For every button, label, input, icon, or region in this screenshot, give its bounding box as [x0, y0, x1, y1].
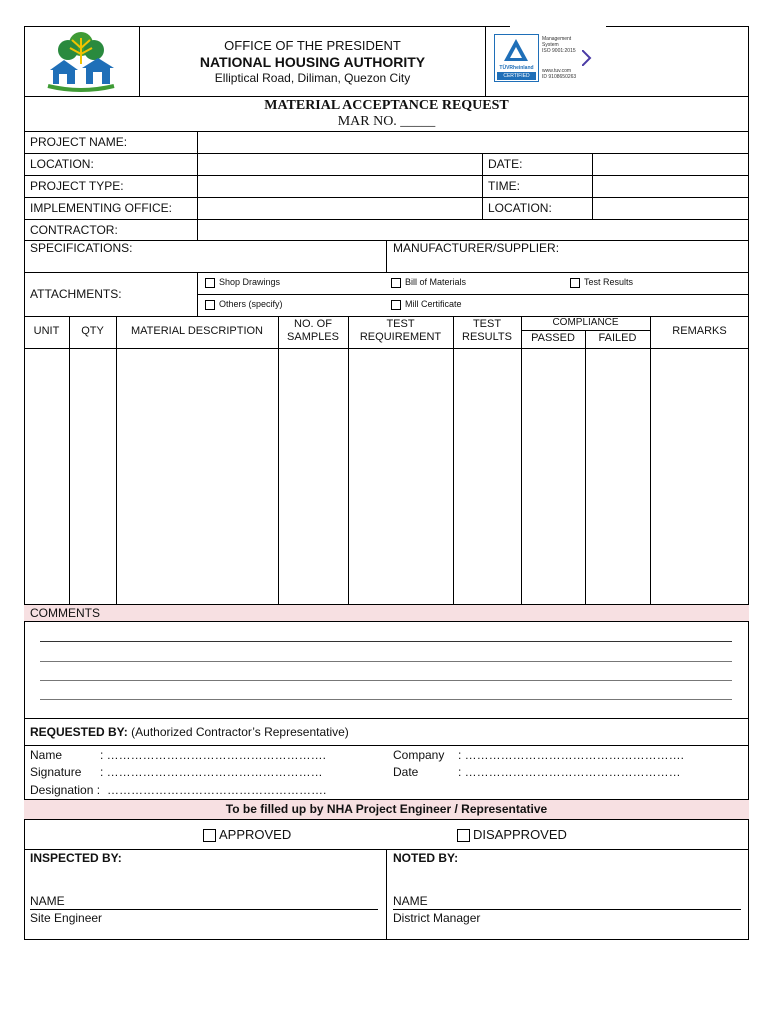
office-title: OFFICE OF THE PRESIDENT [224, 38, 401, 53]
mar-number: MAR NO. _____ [337, 114, 436, 129]
tuv-arrow-icon [582, 50, 592, 66]
implementing-office-label: IMPLEMENTING OFFICE: [30, 201, 173, 215]
checkbox-icon[interactable] [205, 278, 215, 288]
attachments-label: ATTACHMENTS: [30, 287, 122, 301]
comments-header [24, 604, 749, 622]
nha-banner-text: To be filled up by NHA Project Engineer / Representative [225, 802, 548, 816]
checkbox-icon[interactable] [457, 829, 470, 842]
checkbox-icon[interactable] [391, 300, 401, 310]
noter-signature-line[interactable] [393, 909, 741, 910]
attachment-shop-drawings[interactable]: Shop Drawings [205, 277, 280, 288]
location-label: LOCATION: [30, 157, 94, 171]
col-material-description: MATERIAL DESCRIPTION [130, 325, 264, 337]
location-field[interactable] [198, 154, 481, 174]
col-test-requirement: TEST REQUIREMENT [359, 318, 442, 343]
time-label: TIME: [488, 179, 520, 193]
attachment-test-results[interactable]: Test Results [570, 277, 633, 288]
requested-date-label: Date [393, 765, 419, 779]
manufacturer-field[interactable] [387, 255, 748, 271]
checkbox-icon[interactable] [205, 300, 215, 310]
header-top-gap [510, 24, 606, 28]
noter-name-label: NAME [393, 894, 428, 908]
requested-designation-label: Designation : [30, 783, 101, 797]
requested-name-field[interactable]: : ………………………………………………. [100, 748, 327, 762]
approved-option[interactable]: APPROVED [203, 827, 291, 842]
noted-by-label: NOTED BY: [393, 851, 459, 865]
attachment-mill-certificate[interactable]: Mill Certificate [391, 299, 462, 310]
col-failed: FAILED [598, 332, 637, 344]
attachment-bill-of-materials[interactable]: Bill of Materials [391, 277, 466, 288]
agency-title: NATIONAL HOUSING AUTHORITY [199, 54, 426, 70]
requested-signature-label: Signature [30, 765, 82, 779]
nha-logo [44, 30, 118, 94]
requested-by-heading: REQUESTED BY: (Authorized Contractor’s Representative) [30, 725, 349, 739]
location2-label: LOCATION: [488, 201, 552, 215]
inspector-signature-line[interactable] [30, 909, 378, 910]
requested-designation-field[interactable]: ………………………………………………. [107, 783, 327, 797]
comments-area[interactable] [25, 623, 748, 718]
nha-logo-icon [44, 30, 118, 94]
requested-company-label: Company [393, 748, 445, 762]
checkbox-icon[interactable] [570, 278, 580, 288]
specifications-field[interactable] [25, 255, 385, 271]
col-remarks: REMARKS [672, 325, 727, 337]
requested-name-label: Name [30, 748, 63, 762]
agency-address: Elliptical Road, Diliman, Quezon City [214, 71, 411, 85]
material-table-body[interactable] [25, 349, 748, 603]
col-compliance: COMPLIANCE [552, 317, 619, 328]
attachment-others[interactable]: Others (specify) [205, 299, 283, 310]
implementing-office-field[interactable] [198, 198, 481, 218]
col-test-results: TEST RESULTS [462, 318, 512, 343]
requested-date-field[interactable]: : ……………………………………………… [458, 765, 681, 779]
col-unit: UNIT [33, 325, 60, 337]
project-type-field[interactable] [198, 176, 481, 196]
comments-label: COMMENTS [30, 606, 100, 620]
project-name-field[interactable] [198, 132, 748, 152]
specifications-label: SPECIFICATIONS: [30, 241, 133, 255]
project-name-label: PROJECT NAME: [30, 135, 128, 149]
tuv-certification-badge: TÜVRheinland CERTIFIED Management System ISO 9001:2015 www.tuv.com ID 9108650263 [494, 34, 590, 86]
contractor-field[interactable] [198, 220, 748, 240]
requested-company-field[interactable]: : ………………………………………………. [458, 748, 685, 762]
checkbox-icon[interactable] [203, 829, 216, 842]
inspected-by-label: INSPECTED BY: [30, 851, 122, 865]
date-field[interactable] [593, 154, 748, 174]
manufacturer-label: MANUFACTURER/SUPPLIER: [393, 241, 560, 255]
col-no-of-samples: NO. OF SAMPLES [287, 318, 339, 343]
project-type-label: PROJECT TYPE: [30, 179, 124, 193]
col-passed: PASSED [531, 332, 575, 344]
form-title: MATERIAL ACCEPTANCE REQUEST [264, 98, 509, 113]
requested-signature-field[interactable]: : ……………………………………………… [100, 765, 323, 779]
col-qty: QTY [81, 325, 104, 337]
tuv-triangle-icon [495, 35, 538, 65]
date-label: DATE: [488, 157, 523, 171]
noter-role: District Manager [393, 911, 481, 925]
inspector-name-label: NAME [30, 894, 65, 908]
disapproved-option[interactable]: DISAPPROVED [457, 827, 567, 842]
location2-field[interactable] [593, 198, 748, 218]
contractor-label: CONTRACTOR: [30, 223, 118, 237]
checkbox-icon[interactable] [391, 278, 401, 288]
inspector-role: Site Engineer [30, 911, 103, 925]
time-field[interactable] [593, 176, 748, 196]
